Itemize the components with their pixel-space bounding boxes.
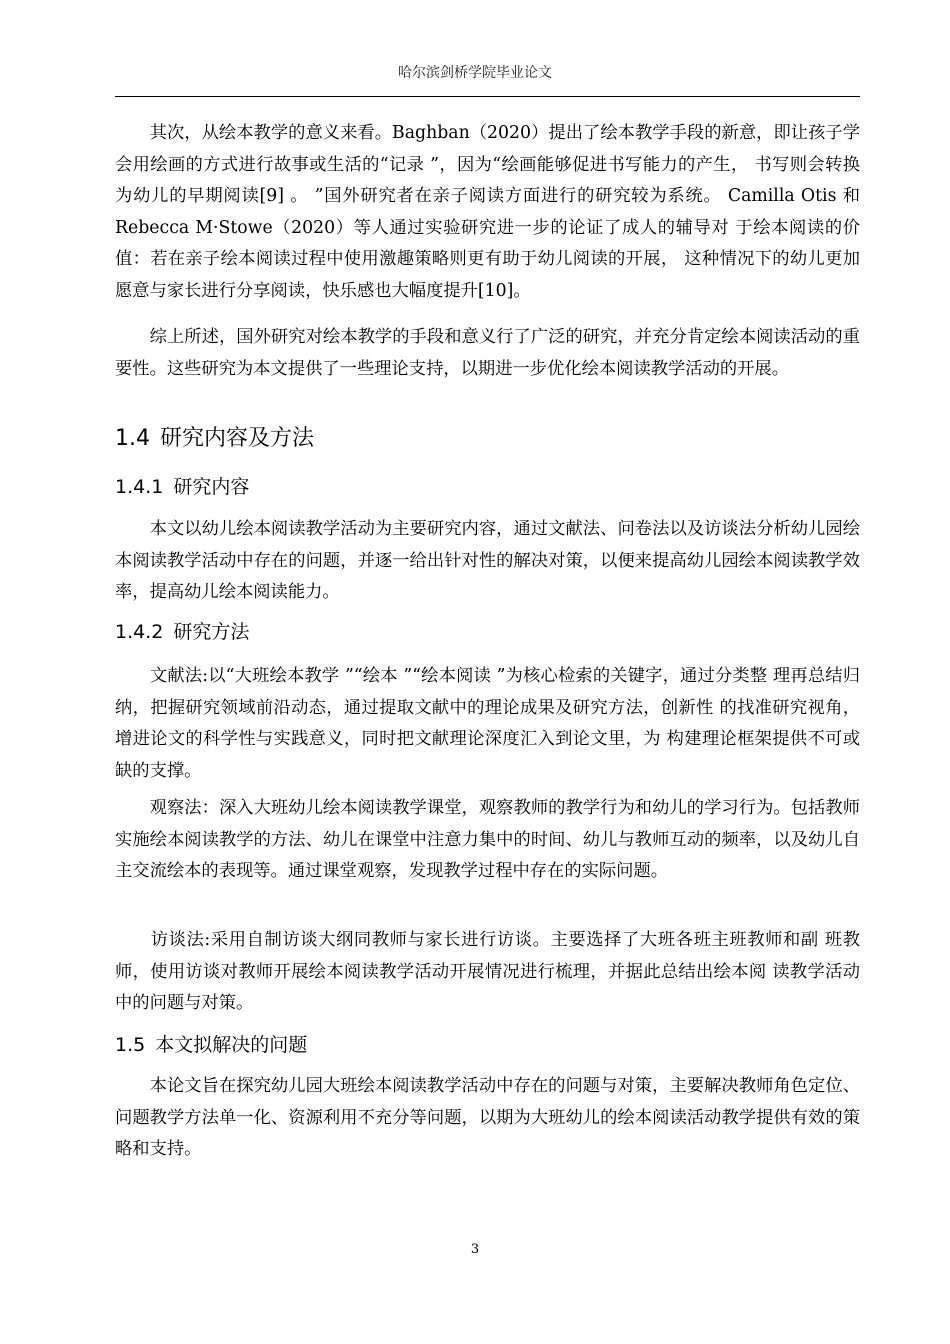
page-number: 3 bbox=[470, 1242, 480, 1257]
heading-number: 1.4 bbox=[115, 426, 150, 451]
heading-1-4-1 bbox=[115, 474, 860, 500]
header-rule bbox=[115, 96, 860, 97]
paragraph-observation-method: 观察法：深入大班幼儿绘本阅读教学课堂，观察教师的教学行为和幼儿的学习行为。包括教师实施绘本阅读教学的方法、幼儿在课堂中注意力集中的时间、幼儿与教师互动的频率，以及幼儿自主交流绘本的表现等。通过课堂观察，发现教学过程中存在的实际问题。 bbox=[115, 798, 860, 882]
paragraph-literature-method: 文献法:以“大班绘本教学 ”“绘本 ”“绘本阅读 ”为核心检索的关键字，通过分类整 理再总结归纳，把握研究领域前沿动态，通过提取文献中的理论成果及研究方法，创新性 的找准研究视角，增进论文的科学性与实践意义，同时把文献理论深度汇入到论文里，为 构建理论框架提供不可或缺的支撑。 bbox=[115, 666, 860, 781]
heading-1-4-2 bbox=[115, 619, 860, 645]
heading-1-5 bbox=[115, 1032, 860, 1058]
paragraph-summary: 综上所述，国外研究对绘本教学的手段和意义行了广泛的研究，并充分肯定绘本阅读活动的重要性。这些研究为本文提供了一些理论支持，以期进一步优化绘本阅读教学活动的开展。 bbox=[115, 327, 860, 379]
heading-text: 研究方法 bbox=[173, 621, 250, 643]
heading-1-4 bbox=[115, 425, 860, 453]
heading-number: 1.5 bbox=[115, 1034, 146, 1056]
heading-number: 1.4.1 bbox=[115, 476, 164, 498]
paragraph-interview-method: 访谈法:采用自制访谈大纲同教师与家长进行访谈。主要选择了大班各班主班教师和副 班教师，使用访谈对教师开展绘本阅读教学活动开展情况进行梳理，并据此总结出绘本阅 读教学活动中的问题与对策。 bbox=[115, 930, 860, 1014]
paragraph-problems-to-solve: 本论文旨在探究幼儿园大班绘本阅读教学活动中存在的问题与对策，主要解决教师角色定位、问题教学方法单一化、资源利用不充分等问题，以期为大班幼儿的绘本阅读活动教学提供有效的策略和支持。 bbox=[115, 1076, 860, 1160]
heading-number: 1.4.2 bbox=[115, 621, 164, 643]
paragraph-foreign-research-significance: 其次，从绘本教学的意义来看。Baghban（2020）提出了绘本教学手段的新意，即让孩子学会用绘画的方式进行故事或生活的“记录 ”，因为“绘画能够促进书写能力的产生， 书写则会转换为幼儿的早期阅读[9] 。 ”国外研究者在亲子阅读方面进行的研究较为系统。 Camilla Otis 和 Rebecca M·Stowe（2020）等人通过实验研究进一步的论证了成人的辅导对 于绘本阅读的价值：若在亲子绘本阅读过程中使用激趣策略则更有助于幼儿阅读的开展， 这种情况下的幼儿更加愿意与家长进行分享阅读，快乐感也大幅度提升[10]。 bbox=[115, 123, 860, 301]
page-header: 哈尔滨剑桥学院毕业论文 bbox=[398, 65, 552, 81]
heading-text: 研究内容及方法 bbox=[160, 426, 315, 451]
heading-text: 本文拟解决的问题 bbox=[155, 1034, 308, 1056]
heading-text: 研究内容 bbox=[173, 476, 250, 498]
paragraph-research-content: 本文以幼儿绘本阅读教学活动为主要研究内容，通过文献法、问卷法以及访谈法分析幼儿园绘本阅读教学活动中存在的问题，并逐一给出针对性的解决对策，以便来提高幼儿园绘本阅读教学效率，提高幼儿绘本阅读能力。 bbox=[115, 519, 860, 603]
